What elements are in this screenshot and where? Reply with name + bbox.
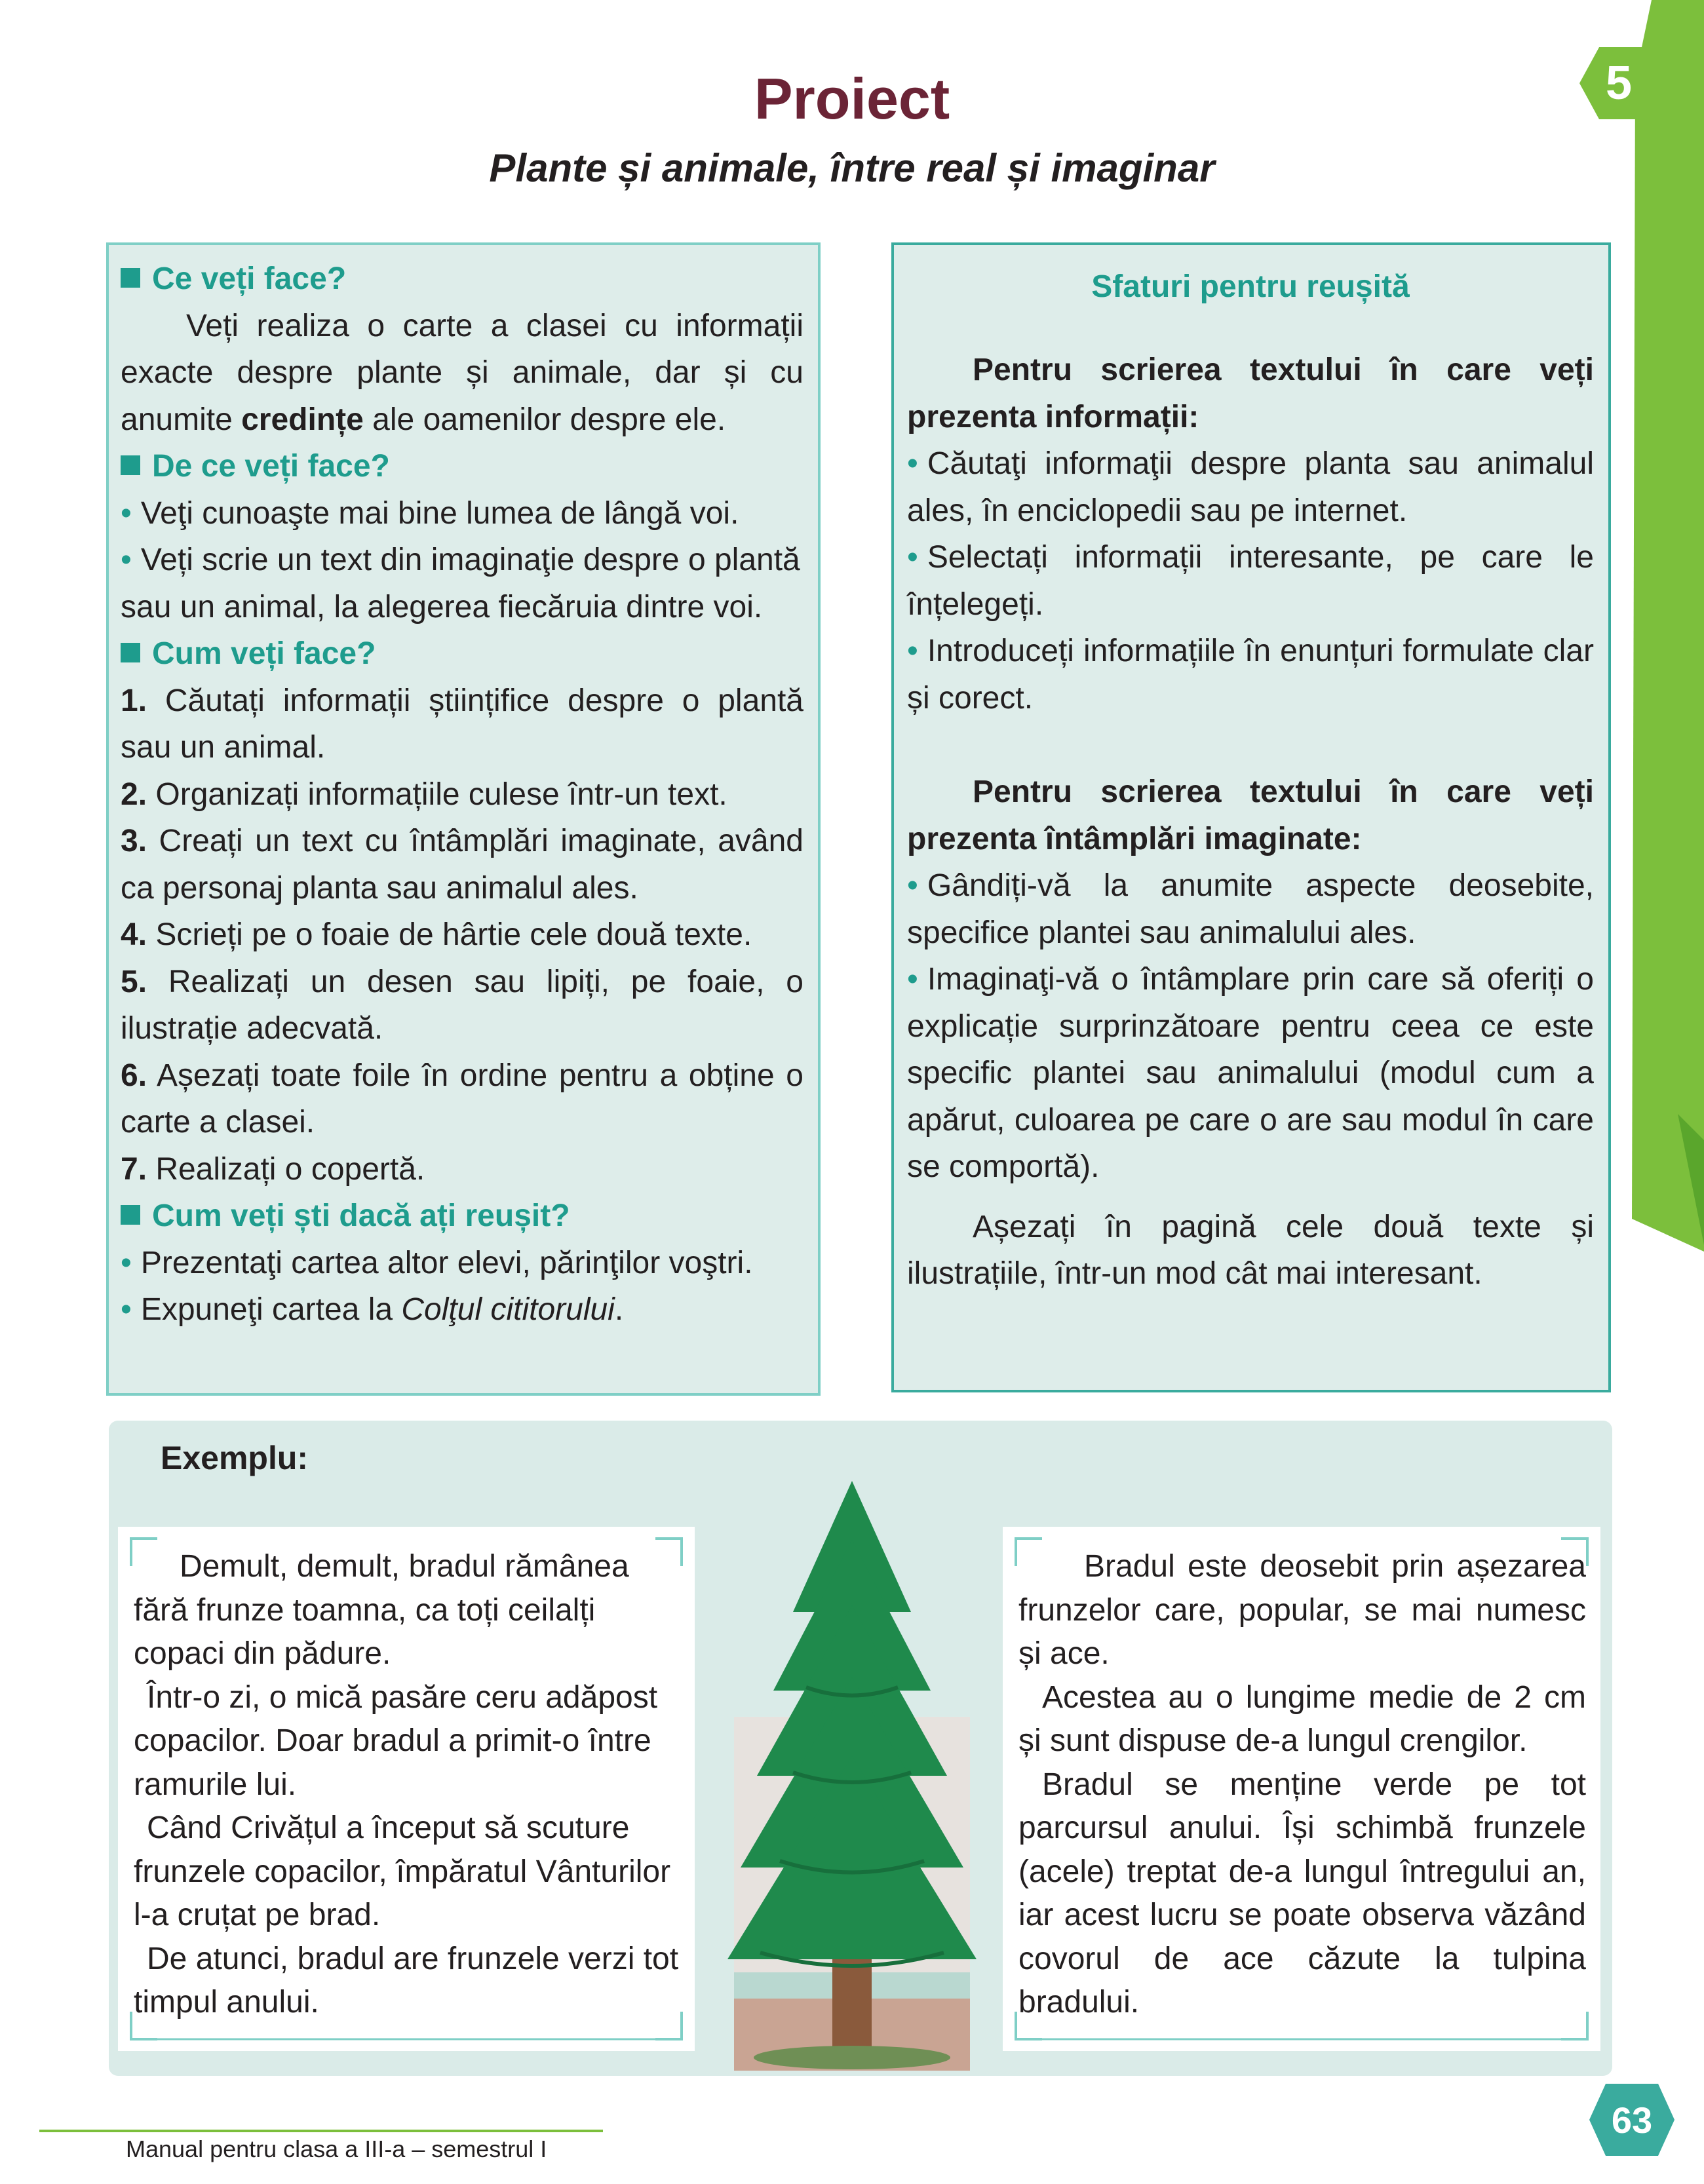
list-item: • Prezentaţi cartea altor elevi, părinţilor voştri. [121, 1245, 753, 1280]
page-number-badge [1589, 2084, 1675, 2169]
list-item: • Veți scrie un text din imaginaţie despre o plantă sau un animal, la alegerea fiecăruia dintre voi. [121, 543, 800, 624]
section-heading-what: Ce veți face? [121, 256, 804, 303]
bullet-icon: • [121, 1245, 132, 1280]
list-item: • Veţi cunoaşte mai bine lumea de lângă voi. [121, 495, 739, 531]
step-item: 3. Creați un text cu întâmplări imaginate, având ca personaj planta sau animalul ales. [121, 824, 804, 906]
tips-section-title: Pentru scrierea textului în care veți prezenta informații: [907, 353, 1594, 434]
step-item: 7. Realizați o copertă. [121, 1151, 425, 1187]
page-title: Proiect [754, 66, 950, 131]
fact-paragraph: Acestea au o lungime medie de 2 cm și sunt dispuse de-a lungul crengilor. [1018, 1679, 1586, 1758]
bullet-icon: • [121, 543, 132, 577]
square-bullet-icon [121, 268, 140, 288]
bullet-icon: • [907, 446, 918, 481]
step-item: 6. Așezați toate foile în ordine pentru a obține o carte a clasei. [121, 1058, 804, 1140]
step-item: 4. Scrieți pe o foaie de hârtie cele două texte. [121, 917, 752, 952]
list-item: • Imaginaţi-vă o întâmplare prin care să oferiți o explicație surprinzătoare pentru ceea ce este specific plantei sau animalului (modul cum a apărut, culoarea pe care o are sau modul în care se comportă). [907, 962, 1594, 1184]
example-label: Exemplu: [161, 1440, 309, 1476]
section-heading-how: Cum veți face? [121, 630, 804, 678]
list-item: • Introduceți informațiile în enunțuri formulate clar și corect. [907, 634, 1594, 716]
story-paragraph: Când Crivățul a început să scuture frunzele copacilor, împăratul Vânturilor l-a cruțat pe brad. [134, 1810, 671, 1932]
section-heading-success: Cum veți ști dacă ați reușit? [121, 1193, 804, 1240]
tips-section-title: Pentru scrierea textului în care veți prezenta întâmplări imaginate: [907, 775, 1594, 856]
fact-paragraph: Bradul este deosebit prin așezarea frunzelor care, popular, se mai numesc și ace. [1018, 1549, 1586, 1671]
list-item: • Gândiți-vă la anumite aspecte deosebite, specifice plantei sau animalului ales. [907, 868, 1594, 950]
italic-term: Colţul cititorului [401, 1292, 615, 1327]
tips-closing: Așezați în pagină cele două texte și ilustrațiile, într-un mod cât mai interesant. [907, 1209, 1594, 1291]
story-paragraph: De atunci, bradul are frunzele verzi tot timpul anului. [134, 1941, 679, 2020]
story-paragraph: Demult, demult, bradul rămânea fără frunze toamna, ca toți ceilalți copaci din pădure. [134, 1549, 629, 1671]
bullet-icon: • [907, 962, 918, 997]
step-item: 2. Organizați informațiile culese într-un text. [121, 776, 727, 812]
chapter-number: 5 [1605, 57, 1633, 109]
square-bullet-icon [121, 643, 140, 662]
story-paragraph: Într-o zi, o mică pasăre ceru adăpost copacilor. Doar bradul a primit-o între ramurile lui. [134, 1679, 658, 1802]
tips-box [891, 242, 1611, 1392]
section-heading-why: De ce veți face? [121, 443, 804, 490]
bold-term: credințe [241, 402, 364, 437]
story-card [118, 1527, 695, 2051]
bullet-icon: • [907, 634, 918, 668]
bullet-icon: • [907, 540, 918, 575]
list-item: • Căutaţi informaţii despre planta sau animalul ales, în enciclopedii sau pe internet. [907, 446, 1594, 528]
step-item: 1. Căutați informații științifice despre o plantă sau un animal. [121, 683, 804, 765]
square-bullet-icon [121, 1205, 140, 1225]
project-steps-box [106, 242, 821, 1396]
list-item: • Expuneţi cartea la Colţul cititorului. [121, 1292, 624, 1327]
fact-paragraph: Bradul se menține verde pe tot parcursul anului. Își schimbă frunzele (acele) treptat de-a lungul întregului an, iar acest lucru se poate observa văzând covorul de ace căzute la tulpina bradului. [1018, 1767, 1586, 2020]
step-item: 5. Realizați un desen sau lipiți, pe foaie, o ilustrație adecvată. [121, 964, 804, 1046]
bullet-icon: • [121, 495, 132, 531]
what-paragraph: Veți realiza o carte a clasei cu informații exacte despre plante și animale, dar și cu anumite credințe ale oamenilor despre ele. [121, 308, 804, 437]
list-item: • Selectați informații interesante, pe care le înțelegeți. [907, 540, 1594, 622]
footer-caption: Manual pentru clasa a III-a – semestrul I [126, 2136, 547, 2162]
bullet-icon: • [121, 1292, 132, 1327]
square-bullet-icon [121, 455, 140, 475]
page-subtitle: Plante și animale, între real și imaginar [489, 146, 1215, 190]
tips-heading: Sfaturi pentru reușită [1091, 269, 1410, 304]
bullet-icon: • [907, 868, 918, 903]
fir-tree-illustration [721, 1481, 983, 2071]
facts-card [1003, 1527, 1600, 2051]
page-number: 63 [1611, 2099, 1653, 2141]
